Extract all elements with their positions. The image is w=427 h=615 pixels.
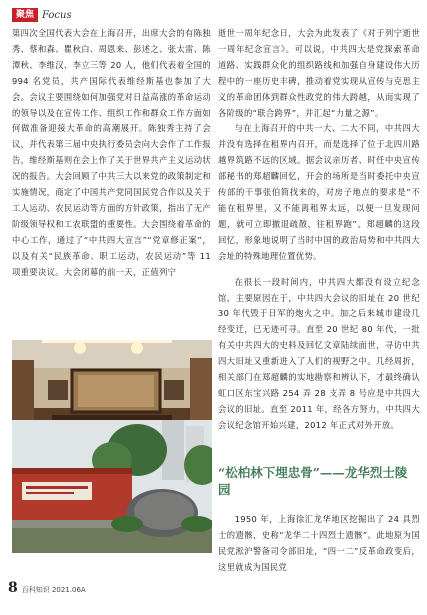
publication-info: 百科知识 2021.06A <box>21 586 86 594</box>
column-3 <box>218 512 420 576</box>
page-footer <box>8 580 86 596</box>
column-1 <box>12 26 211 281</box>
page-number: 8 <box>8 580 18 596</box>
column-2 <box>218 26 420 434</box>
section-subhead: “松柏林下埋忠骨”——龙华烈士陵园 <box>218 465 408 497</box>
paragraph: 与在上海召开的中共一大、二大不同，中共四大并没有选择在租界内召开，而是选择了位于北四川路越界筑路不远的区域。据会议亲历者、时任中央宣传部秘书的郑超麟回忆，开会的场所是当时委托中央宣传部的干事张伯简找来的，对房子地点的要求是“不能在租界里，又不能离租界太远，以便一旦发现问题，就可立即撤退疏散，往租界跑”。郑超麟的这段回忆，形象地说明了当时中国的政治局势和中共四大会址的特殊地理位置优势。 <box>218 123 420 261</box>
paragraph: 逝世一周年纪念日，大会为此发表了《对于列宁逝世一周年纪念宣言》。可以说，中共四大是党探索革命道路、实践群众化的组织路线和加强自身建设伟大历程中的一座历史丰碑，推动着党实现从宣传与克思主义的革命团体到群众性政党的伟大跨越，从而实现了各阶级的“联合跨界”，并汇起“力量之源”。 <box>218 28 420 118</box>
section-header <box>12 7 72 23</box>
paragraph: 第四次全国代表大会在上海召开，出席大会的有陈独秀、蔡和森、瞿秋白、周恩来、彭述之、张太雷、陈潭秋、李维汉、李立三等 20 人，他们代表着全国的 994 名党员，共产国际代表维经斯基也参加了大会。会议主要围绕如何加强党对日益高涨的革命运动的领导以及在宣传工作、组织工作和群众工作方面如何做准备迎接大革命的高潮展开。陈独秀主持了会议，并代表第三届中央执行委员会向大会作了工作报告，维经斯基则在会上作了关于世界共产主义运动状况的报告。大会回顾了中共三大以来党的政策制定和实施情况，商定了中国共产党同国民党合作以及关于工人运动、农民运动等方面的方针政策，指出了无产阶级领导权和工农联盟的重要性。大会围绕着革命的中心工作，通过了“中共四大宣言”“党章修正案”，以及有关“民族革命、职工运动，农民运动”等 11 项重要决议。大会闭幕的前一天，正值列宁 <box>12 28 211 277</box>
section-title-en: Focus <box>42 9 72 21</box>
paragraph: 1950 年，上海徐汇龙华地区挖掘出了 24 具烈士的遗骸，史称“龙华二十四烈士遗骸”。此地原为国民党淞沪警备司令部旧址，“四一二”反革命政变后，这里就成为国民党 <box>218 514 420 572</box>
memorial-exterior-photo <box>12 420 212 553</box>
section-badge: 聚焦 <box>12 8 38 22</box>
paragraph: 在很长一段时间内，中共四大都没有设立纪念馆，主要原因在于，中共四大会议的旧址在 20 世纪 30 年代毁于日军的炮火之中。加之后来城市建设几经变迁，已无迹可寻。直至 20 世纪 80 年代，一批有关中共四大的史料及回忆文章陆续面世，寻访中共四大旧址又重新进入了人们的视野之中。几经周折，相关部门在郑超麟的实地勘察和辨认下，才最终确认虹口区东宝兴路 254 弄 28 支弄 8 号应是中共四大会议的旧址。直至 2011 年，经各方努力，中共四大会议纪念馆开始兴建，2012 年正式对外开放。 <box>218 276 420 430</box>
